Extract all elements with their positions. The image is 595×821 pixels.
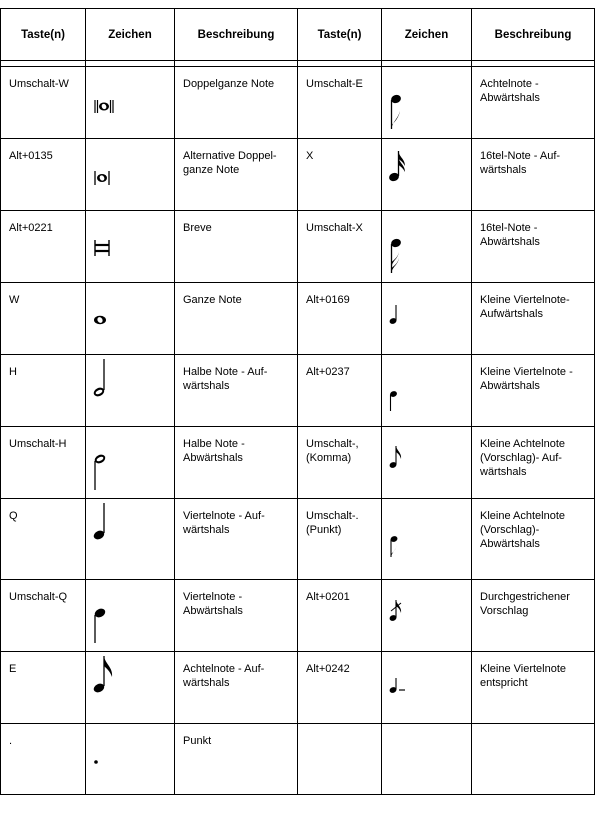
- key-cell: Umschalt-W: [1, 67, 86, 139]
- key-cell: Umschalt-E: [298, 67, 382, 139]
- half-note-down-icon: [92, 427, 122, 497]
- description-cell: Kleine Viertelnote- Aufwärtshals: [472, 283, 595, 355]
- dot-icon: [92, 724, 122, 794]
- note-shortcut-table: [0, 8, 595, 795]
- key-cell: Alt+0201: [298, 580, 382, 652]
- description-cell: Alternative Doppel- ganze Note: [175, 139, 298, 211]
- description-cell: [472, 724, 595, 795]
- alt-double-whole-note-icon: [92, 139, 122, 209]
- header-keys-1: Taste(n): [1, 9, 86, 61]
- header-description-1: Beschreibung: [175, 9, 298, 61]
- table-row: [1, 139, 595, 211]
- description-cell: Breve: [175, 211, 298, 283]
- key-cell: Alt+0242: [298, 652, 382, 724]
- key-cell: Alt+0237: [298, 355, 382, 427]
- key-cell: Umschalt-X: [298, 211, 382, 283]
- table-row: [1, 652, 595, 724]
- key-cell: Umschalt-Q: [1, 580, 86, 652]
- double-whole-note-icon: [92, 67, 122, 137]
- description-cell: 16tel-Note - Abwärtshals: [472, 211, 595, 283]
- key-cell: W: [1, 283, 86, 355]
- key-cell: Alt+0169: [298, 283, 382, 355]
- whole-note-icon: [92, 283, 122, 353]
- table-row: [1, 427, 595, 499]
- key-cell: H: [1, 355, 86, 427]
- table-row: [1, 580, 595, 652]
- description-cell: Viertelnote - Abwärtshals: [175, 580, 298, 652]
- small-quarter-note-up-icon: [388, 283, 418, 353]
- table-row: [1, 211, 595, 283]
- key-cell: Umschalt-H: [1, 427, 86, 499]
- description-cell: Punkt: [175, 724, 298, 795]
- small-quarter-tied-icon: [388, 652, 418, 722]
- small-eighth-note-up-icon: [388, 427, 418, 497]
- key-cell: X: [298, 139, 382, 211]
- header-description-2: Beschreibung: [472, 9, 595, 61]
- description-cell: Ganze Note: [175, 283, 298, 355]
- header-keys-2: Taste(n): [298, 9, 382, 61]
- header-symbol-2: Zeichen: [382, 9, 472, 61]
- description-cell: Kleine Viertelnote - Abwärtshals: [472, 355, 595, 427]
- breve-icon: [92, 211, 122, 281]
- description-cell: Halbe Note - Auf- wärtshals: [175, 355, 298, 427]
- small-quarter-note-down-icon: [388, 355, 418, 425]
- key-cell: Alt+0135: [1, 139, 86, 211]
- description-cell: 16tel-Note - Auf- wärtshals: [472, 139, 595, 211]
- description-cell: Halbe Note - Abwärtshals: [175, 427, 298, 499]
- key-cell: .: [1, 724, 86, 795]
- description-cell: Viertelnote - Auf- wärtshals: [175, 499, 298, 580]
- table-row: [1, 67, 595, 139]
- key-cell: Alt+0221: [1, 211, 86, 283]
- description-cell: Achtelnote - Auf- wärtshals: [175, 652, 298, 724]
- sixteenth-note-down-icon: [388, 211, 418, 281]
- key-cell: Umschalt-, (Komma): [298, 427, 382, 499]
- quarter-note-down-icon: [92, 580, 122, 650]
- description-cell: Doppelganze Note: [175, 67, 298, 139]
- eighth-note-up-icon: [92, 652, 122, 722]
- description-cell: Kleine Achtelnote (Vorschlag)- Auf- wärtshals: [472, 427, 595, 499]
- slashed-grace-note-icon: [388, 580, 418, 650]
- key-cell: [298, 724, 382, 795]
- key-cell: Q: [1, 499, 86, 580]
- header-symbol-1: Zeichen: [86, 9, 175, 61]
- table-row: [1, 724, 595, 795]
- key-cell: E: [1, 652, 86, 724]
- sixteenth-note-up-icon: [388, 139, 418, 209]
- key-cell: Umschalt-. (Punkt): [298, 499, 382, 580]
- table-header-row: [1, 9, 595, 61]
- half-note-up-icon: [92, 355, 122, 425]
- description-cell: Kleine Viertelnote entspricht: [472, 652, 595, 724]
- quarter-note-up-icon: [92, 499, 122, 569]
- small-eighth-note-down-icon: [388, 499, 418, 569]
- table-row: [1, 355, 595, 427]
- description-cell: Durchgestrichener Vorschlag: [472, 580, 595, 652]
- description-cell: Achtelnote - Abwärtshals: [472, 67, 595, 139]
- table-row: [1, 499, 595, 580]
- table-row: [1, 283, 595, 355]
- description-cell: Kleine Achtelnote (Vorschlag)- Abwärtshals: [472, 499, 595, 580]
- eighth-note-down-icon: [388, 67, 418, 137]
- empty-symbol-cell: [382, 724, 472, 795]
